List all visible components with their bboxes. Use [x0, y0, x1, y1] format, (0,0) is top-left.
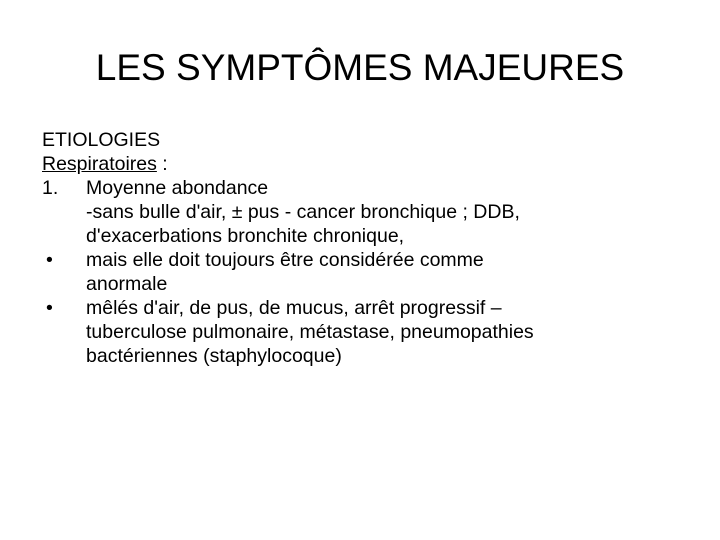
- bullet-line: mais elle doit toujours être considérée comme: [86, 249, 484, 271]
- bullet-line: bactériennes (staphylocoque): [86, 345, 342, 367]
- numbered-item-detail-line: -sans bulle d'air, ± pus - cancer bronchique ; DDB,: [86, 201, 520, 223]
- bullet-line: anormale: [86, 273, 168, 295]
- numbered-item-number: 1.: [42, 177, 59, 199]
- bullet-marker: •: [46, 249, 53, 271]
- bullet-item: [42, 296, 692, 368]
- slide-content: [42, 128, 692, 368]
- section-heading: ETIOLOGIES: [42, 129, 161, 151]
- bullet-line: tuberculose pulmonaire, métastase, pneumopathies: [86, 321, 534, 343]
- subheading-suffix: :: [156, 153, 168, 175]
- subheading-label: Respiratoires: [42, 153, 157, 175]
- numbered-item-label: Moyenne abondance: [86, 177, 269, 199]
- numbered-item: [42, 176, 692, 200]
- bullet-line: mêlés d'air, de pus, de mucus, arrêt progressif –: [86, 297, 502, 319]
- numbered-item-detail: [42, 200, 692, 248]
- numbered-item-detail-line: d'exacerbations bronchite chronique,: [86, 225, 405, 247]
- slide-title: LES SYMPTÔMES MAJEURES: [95, 47, 625, 88]
- subheading-line: [42, 152, 692, 176]
- bullet-item: [42, 248, 692, 296]
- bullet-marker: •: [46, 297, 53, 319]
